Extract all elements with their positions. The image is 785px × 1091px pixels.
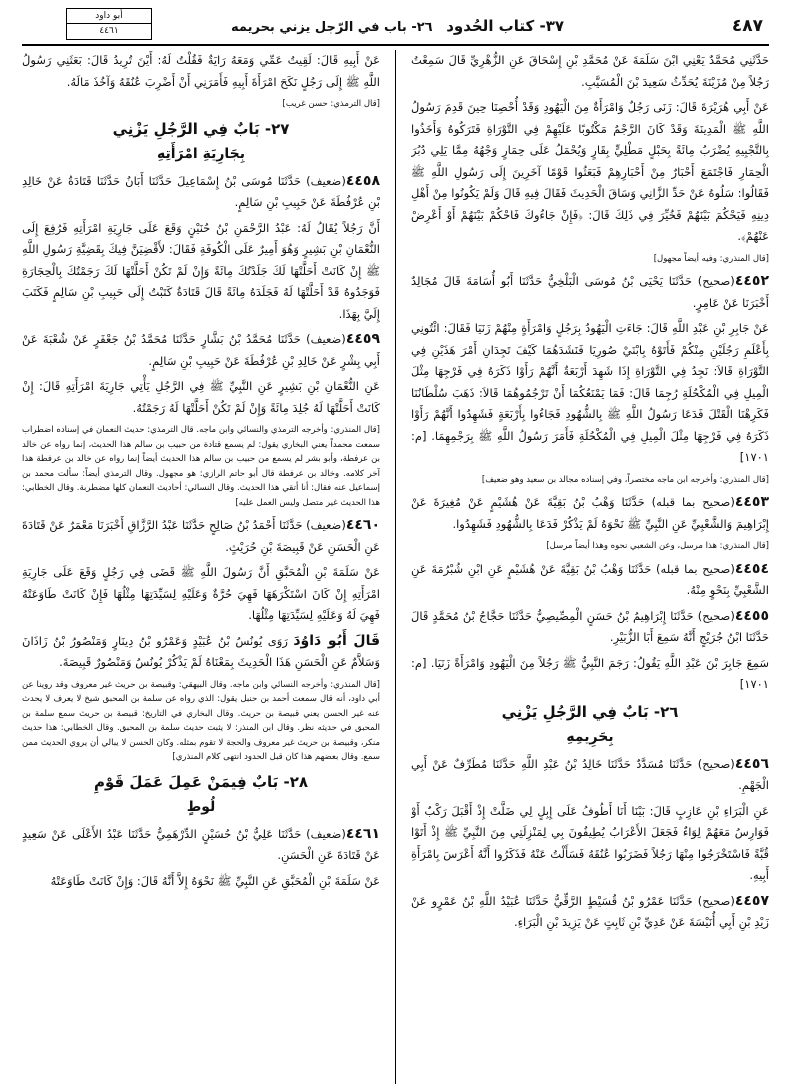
hadith-number: ٤٤٥٥	[734, 607, 769, 624]
footnote: [قال المنذري: وفيه أيضاً مجهول]	[653, 253, 769, 264]
hadith-text: (ضعيف) حَدَّثَنَا مُوسَى بْنُ إِسْمَاعِيلَ حَدَّثَنَا أَبَانُ حَدَّثَنَا قَتَادَةُ عَنْ خَالِدِ بْنِ عُرْفُطَةَ عَنْ حَبِيبِ بْنِ سَالِمٍ.	[22, 173, 380, 209]
chapter-section-heading: ٢٦- بَابٌ فِي الرَّجُلِ يَزْنِي	[501, 702, 679, 721]
hadith-text: (ضعيف) حَدَّثَنَا مُحَمَّدُ بْنُ بَشَّارٍ حَدَّثَنَا مُحَمَّدُ بْنُ جَعْفَرٍ عَنْ شُعْبَةَ عَنْ أَبِي بِشْرٍ عَنْ خَالِدِ بْنِ عُرْفُطَةَ عَنْ حَبِيبِ بْنِ سَالِمٍ.	[22, 332, 380, 368]
paragraph: سَمِعَ جَابِرَ بْنَ عَبْدِ اللَّهِ يَقُولُ: رَجَمَ النَّبِيُّ ﷺ رَجُلاً مِنَ الْيَهُودِ وَامْرَأَةً زَنَيَا. [م: ١٧٠١]	[411, 655, 769, 691]
hadith-text: (صحيح بما قبله) حَدَّثَنَا وَهْبُ بْنُ بَقِيَّةَ عَنْ هُشَيْمٍ عَنْ مُغِيرَةَ عَنْ إِبْرَاهِيمَ وَالشَّعْبِيِّ عَنِ النَّبِيِّ ﷺ نَحْوَهُ لَمْ يَذْكُرْ فَدَعَا بِالشُّهُودِ فَشَهِدُوا.	[411, 495, 769, 531]
hadith-entry	[22, 171, 380, 214]
chapter-heading	[112, 17, 683, 35]
hadith-text: (ضعيف) حَدَّثَنَا عَلِيُّ بْنُ حُسَيْنٍ الدِّرْهَمِيُّ حَدَّثَنَا عَبْدُ الأَعْلَى عَنْ سَعِيدٍ عَنْ قَتَادَةَ عَنِ الْحَسَنِ.	[22, 826, 380, 862]
section-title: ٢٦- باب في الرّجل يزني بحريمه	[231, 20, 433, 35]
hadith-number: ٤٤٥٦	[734, 755, 769, 772]
hadith-text: (ضعيف) حَدَّثَنَا أَحْمَدُ بْنُ صَالِحٍ حَدَّثَنَا عَبْدُ الرَّزَّاقِ أَخْبَرَنَا مَعْمَرٌ عَنْ قَتَادَةَ عَنِ الْحَسَنِ عَنْ قَبِيصَةَ بْنِ حُرَيْثٍ.	[22, 518, 380, 554]
right-column	[411, 50, 769, 1084]
hadith-entry	[411, 559, 769, 602]
hadith-entry	[411, 492, 769, 535]
book-label: أبو داود	[67, 9, 151, 24]
hadith-entry	[22, 329, 380, 372]
hadith-number: ٤٤٥٢	[734, 273, 769, 289]
hadith-number: ٤٤٥٧	[734, 892, 769, 909]
hadith-entry	[411, 891, 769, 934]
chapter-section-heading: ٢٧- بَابٌ فِي الرَّجُلِ يَزْنِي	[112, 119, 290, 138]
hadith-entry	[411, 606, 769, 649]
hadith-text: (صحيح) حَدَّثَنَا إِبْرَاهِيمُ بْنُ حَسَنٍ الْمِصِّيصِيُّ حَدَّثَنَا حَجَّاجُ بْنُ مُحَمَّدٍ قَالَ حَدَّثَنَا ابْنُ جُرَيْجٍ أَنَّهُ سَمِعَ أَبَا الزُّبَيْرِ.	[411, 608, 769, 644]
hadith-number: ٤٤٥٩	[345, 331, 380, 347]
paragraph: عَنْ أَبِي هُرَيْرَةَ قَالَ: زَنَى رَجُلٌ وَامْرَأَةٌ مِنَ الْيَهُودِ وَقَدْ أُحْصِنَا حِينَ قَدِمَ رَسُولُ اللَّهِ ﷺ الْمَدِينَةَ وَقَدْ كَانَ الرَّجْمُ مَكْتُوبًا عَلَيْهِمْ فِي التَّوْرَاةِ فَتَرَكُوهُ وَأَخَذُوا بِالتَّجْبِيهِ يُضْرَبُ مِائَةً بِحَبْلٍ مَطْلِيٍّ بِقَارٍ وَيُحْمَلُ عَلَى حِمَارٍ وَجْهُهُ مِمَّا يَلِي دُبُرَ الْحِمَارِ فَاجْتَمَعَ أَحْبَارٌ مِنْ أَحْبَارِهِمْ فَبَعَثُوا قَوْمًا آخَرِينَ إِلَى رَسُولِ اللَّهِ ﷺ فَقَالُوا: سَلُوهُ عَنْ حَدِّ الزَّانِي وَسَاقَ الْحَدِيثَ فَقَالَ فِيهِ قَالَ وَلَمْ يَكُونُوا مِنْ أَهْلِ دِينِهِ فَيَحْكُمَ بَيْنَهُمْ فَخُيِّرَ فِي ذَلِكَ قَالَ: ﴿فَإِنْ جَاءُوكَ فَاحْكُمْ بَيْنَهُمْ أَوْ أَعْرِضْ عَنْهُمْ﴾.	[411, 100, 769, 243]
comment-text: رَوَى يُونُسُ بْنُ عُبَيْدٍ وَعَمْرُو بْنُ دِينَارٍ وَمَنْصُورُ بْنُ زَاذَانَ وَسَلاَّمٌ عَنِ الْحَسَنِ هَذَا الْحَدِيثَ بِمَعْنَاهُ لَمْ يَذْكُرْ يُونُسُ وَمَنْصُورٌ قَبِيصَةَ.	[22, 633, 380, 669]
paragraph: عَنْ جَابِرِ بْنِ عَبْدِ اللَّهِ قَالَ: جَاءَتِ الْيَهُودُ بِرَجُلٍ وَامْرَأَةٍ مِنْهُمْ زَنَيَا فَقَالَ: ائْتُونِي بِأَعْلَمِ رَجُلَيْنِ مِنْكُمْ فَأَتَوْهُ بِابْنَيْ صُورِيَا فَنَشَدَهُمَا كَيْفَ تَجِدَانِ أَمْرَ هَذَيْنِ فِي التَّوْرَاةِ قَالاَ: نَجِدُ فِي التَّوْرَاةِ إِذَا شَهِدَ أَرْبَعَةٌ أَنَّهُمْ رَأَوْا ذَكَرَهُ فِي فَرْجِهَا مِثْلَ الْمِيلِ فِي الْمُكْحُلَةِ رُجِمَا قَالَ: فَمَا يَمْنَعُكُمَا أَنْ تَرْجُمُوهُمَا قَالاَ: ذَهَبَ سُلْطَانُنَا فَكَرِهْنَا الْقَتْلَ فَدَعَا رَسُولُ اللَّهِ ﷺ بِالشُّهُودِ فَجَاءُوا بِأَرْبَعَةٍ فَشَهِدُوا أَنَّهُمْ رَأَوْا ذَكَرَهُ فِي فَرْجِهَا مِثْلَ الْمِيلِ فِي الْمُكْحُلَةِ فَأَمَرَ رَسُولُ اللَّهِ ﷺ بِرَجْمِهِمَا. [م: ١٧٠١]	[411, 321, 769, 464]
hadith-text: (صحيح) حَدَّثَنَا يَحْيَى بْنُ مُوسَى الْبَلْخِيُّ حَدَّثَنَا أَبُو أُسَامَةَ قَالَ مُجَالِدٌ أَخْبَرَنَا عَنْ عَامِرٍ.	[411, 274, 769, 310]
footnote: [قال المنذري: وأخرجه الترمذي والنسائي وابن ماجه. قال الترمذي: حديث النعمان في إسناده اضطراب سمعت محمداً يعني البخاري يقول: لم يسمع قتادة من حبيب بن سالم هذا الحديث، إنما رواه عن خالد بن عرفطة، وأبو بشر لم يسمع من حبيب بن سالم هذا الحديث أيضاً إنما رواه عن خالد بن عرفطة هذا آخر كلامه. وخالد بن عرفطة قال أبو حاتم الرازي: هو مجهول. وقال الترمذي أيضاً: سألت محمد بن إسماعيل عنه فقال: أنا أتقي هذا الحديث. وقال النسائي: أحاديث النعمان كلها مضطربة. وقال الخطابي: هذا الحديث غير متصل وليس العمل عليه]	[22, 425, 380, 508]
paragraph: أَنَّ رَجُلاً يُقَالُ لَهُ: عَبْدُ الرَّحْمَنِ بْنُ حُنَيْنٍ وَقَعَ عَلَى جَارِيَةِ امْرَأَتِهِ فَرُفِعَ إِلَى النُّعْمَانِ بْنِ بَشِيرٍ وَهُوَ أَمِيرٌ عَلَى الْكُوفَةِ فَقَالَ: لأَقْضِيَنَّ فِيكَ بِقَضِيَّةِ رَسُولِ اللَّهِ ﷺ إِنْ كَانَتْ أَحَلَّتْهَا لَكَ جَلَدْتُكَ مِائَةً وَإِنْ لَمْ تَكُنْ أَحَلَّتْهَا لَكَ رَجَمْتُكَ بِالْحِجَارَةِ فَوَجَدُوهُ قَدْ أَحَلَّتْهَا لَهُ فَجَلَدَهُ مِائَةً قَالَ قَتَادَةُ كَتَبْتُ إِلَى حَبِيبِ بْنِ سَالِمٍ فَكَتَبَ إِلَيَّ بِهَذَا.	[22, 220, 380, 321]
abu-dawud-comment	[22, 631, 380, 674]
text-columns	[22, 50, 769, 1086]
hadith-entry	[22, 515, 380, 558]
paragraph: عَنْ أَبِيهِ قَالَ: لَقِيتُ عَمِّي وَمَعَهُ رَايَةٌ فَقُلْتُ لَهُ: أَيْنَ تُرِيدُ قَالَ: بَعَثَنِي رَسُولُ اللَّهِ ﷺ إِلَى رَجُلٍ نَكَحَ امْرَأَةَ أَبِيهِ فَأَمَرَنِي أَنْ أَضْرِبَ عُنُقَهُ وَآخُذَ مَالَهُ.	[22, 53, 380, 89]
chapter-section-subheading: بِحَرِيمِهِ	[566, 728, 614, 745]
hadith-entry	[411, 754, 769, 797]
hadith-number: ٤٤٥٤	[734, 560, 769, 577]
comment-lead: قَالَ أَبُو دَاوُدَ	[293, 632, 380, 649]
hadith-number: ٤٤٥٣	[734, 494, 769, 510]
hadith-entry	[22, 824, 380, 867]
hadith-number: ٤٤٦١	[345, 825, 380, 842]
paragraph: عَنِ النُّعْمَانِ بْنِ بَشِيرٍ عَنِ النَّبِيِّ ﷺ فِي الرَّجُلِ يَأْتِي جَارِيَةَ امْرَأَتِهِ قَالَ: إِنْ كَانَتْ أَحَلَّتْهَا لَهُ جُلِدَ مِائَةً وَإِنْ لَمْ تَكُنْ أَحَلَّتْهَا لَهُ رَجَمْتُهُ.	[22, 379, 380, 415]
footnote: [قال المنذري: وأخرجه ابن ماجه مختصراً، وفي إسناده مجالد بن سعيد وهو ضعيف]	[481, 474, 769, 485]
paragraph: عَنْ سَلَمَةَ بْنِ الْمُحَبَّقِ أَنَّ رَسُولَ اللَّهِ ﷺ قَضَى فِي رَجُلٍ وَقَعَ عَلَى جَارِيَةِ امْرَأَتِهِ إِنْ كَانَ اسْتَكْرَهَهَا فَهِيَ حُرَّةٌ وَعَلَيْهِ لِسَيِّدَتِهَا مِثْلُهَا فَإِنْ كَانَتْ طَاوَعَتْهُ فَهِيَ لَهُ وَعَلَيْهِ لِسَيِّدَتِهَا مِثْلُهَا.	[22, 565, 380, 622]
hadith-text: (صحيح) حَدَّثَنَا عَمْرُو بْنُ قُسَيْطٍ الرَّقِّيُّ حَدَّثَنَا عُبَيْدُ اللَّهِ بْنُ عَمْرٍو عَنْ زَيْدِ بْنِ أَبِي أُنَيْسَةَ عَنْ عَدِيِّ بْنِ ثَابِتٍ عَنْ يَزِيدَ بْنِ الْبَرَاءِ.	[411, 893, 769, 929]
page-number: ٤٨٧	[731, 16, 763, 36]
chapter-title: ٣٧- كتاب الحُدود	[446, 17, 564, 35]
hadith-text: (صحيح) حَدَّثَنَا مُسَدَّدٌ حَدَّثَنَا خَالِدُ بْنُ عَبْدِ اللَّهِ حَدَّثَنَا مُطَرِّفٌ عَنْ أَبِي الْجَهْمِ.	[411, 756, 769, 792]
document-page	[22, 8, 769, 1086]
left-column	[22, 50, 380, 1084]
paragraph: حَدَّثَنِي مُحَمَّدٌ يَعْنِي ابْنَ سَلَمَةَ عَنْ مُحَمَّدِ بْنِ إِسْحَاقَ عَنِ الزُّهْرِيِّ قَالَ سَمِعْتُ رَجُلاً مِنْ مُزَيْنَةَ يُحَدِّثُ سَعِيدَ بْنَ الْمُسَيَّبِ.	[411, 53, 769, 89]
paragraph: عَنِ الْبَرَاءِ بْنِ عَازِبٍ قَالَ: بَيْنَا أَنَا أَطُوفُ عَلَى إِبِلٍ لِي ضَلَّتْ إِذْ أَقْبَلَ رَكْبٌ أَوْ فَوَارِسُ مَعَهُمْ لِوَاءٌ فَجَعَلَ الأَعْرَابُ يُطِيفُونَ بِي لِمَنْزِلَتِي مِنَ النَّبِيِّ ﷺ إِذْ أَتَوْا قُبَّةً فَاسْتَخْرَجُوا مِنْهَا رَجُلاً فَضَرَبُوا عُنُقَهُ فَسَأَلْتُ عَنْهُ فَذَكَرُوا أَنَّهُ أَعْرَسَ بِامْرَأَةِ أَبِيهِ.	[411, 803, 769, 882]
hadith-number: ٤٤٥٨	[345, 172, 380, 189]
footnote: [قال الترمذي: حسن غريب]	[282, 99, 380, 109]
book-reference-box	[66, 8, 152, 40]
chapter-section-heading: ٢٨- بَابٌ فِيمَنْ عَمِلَ عَمَلَ قَوْمِ	[93, 772, 309, 791]
paragraph: عَنْ سَلَمَةَ بْنِ الْمُحَبَّقِ عَنِ النَّبِيِّ ﷺ نَحْوَهُ إِلاَّ أَنَّهُ قَالَ: وَإِنْ كَانَتْ طَاوَعَتْهُ	[50, 873, 380, 888]
book-hadith-number: ٤٤٦١	[99, 26, 119, 36]
hadith-text: (صحيح بما قبله) حَدَّثَنَا وَهْبُ بْنُ بَقِيَّةَ عَنْ هُشَيْمٍ عَنِ ابْنِ شُبْرُمَةَ عَنِ الشَّعْبِيِّ بِنَحْوٍ مِنْهُ.	[411, 561, 769, 597]
chapter-section-subheading: لُوطٍ	[186, 798, 216, 815]
hadith-entry	[411, 271, 769, 314]
hadith-number: ٤٤٦٠	[345, 517, 380, 533]
page-header	[22, 8, 769, 46]
chapter-section-subheading: بِجَارِيَةِ امْرَأَتِهِ	[156, 145, 245, 162]
footnote: [قال المنذري: وأخرجه النسائي وابن ماجه. وقال البيهقي: وقبيصة بن حريث غير معروف وقد روينا عن أبي داود، أنه قال سمعت أحمد بن حنبل يقول: الذي رواه عن سلمة بن المحبق شيخ لا يعرف لا يحدث عنه غير الحسن يعني قبيصة بن حريث. وقال البخاري في التاريخ: قبيصة بن حريث سمع سلمة بن المحبق في حديثه نظر. وقال ابن المنذر: لا يثبت حديث سلمة بن المحبق. وقال الخطابي: هذا حديث منكر، وقبيصة بن حريث غير معروف والحجة لا تقوم بمثله. وكان الحسن لا يبالي أن يروي الحديث ممن سمع. وقال بعضهم هذا كان قبل الحدود انتهى كلام المنذري]	[22, 679, 380, 762]
footnote: [قال المنذري: هذا مرسل، وعن الشعبي نحوه وهذا أيضاً مرسل]	[546, 541, 769, 551]
